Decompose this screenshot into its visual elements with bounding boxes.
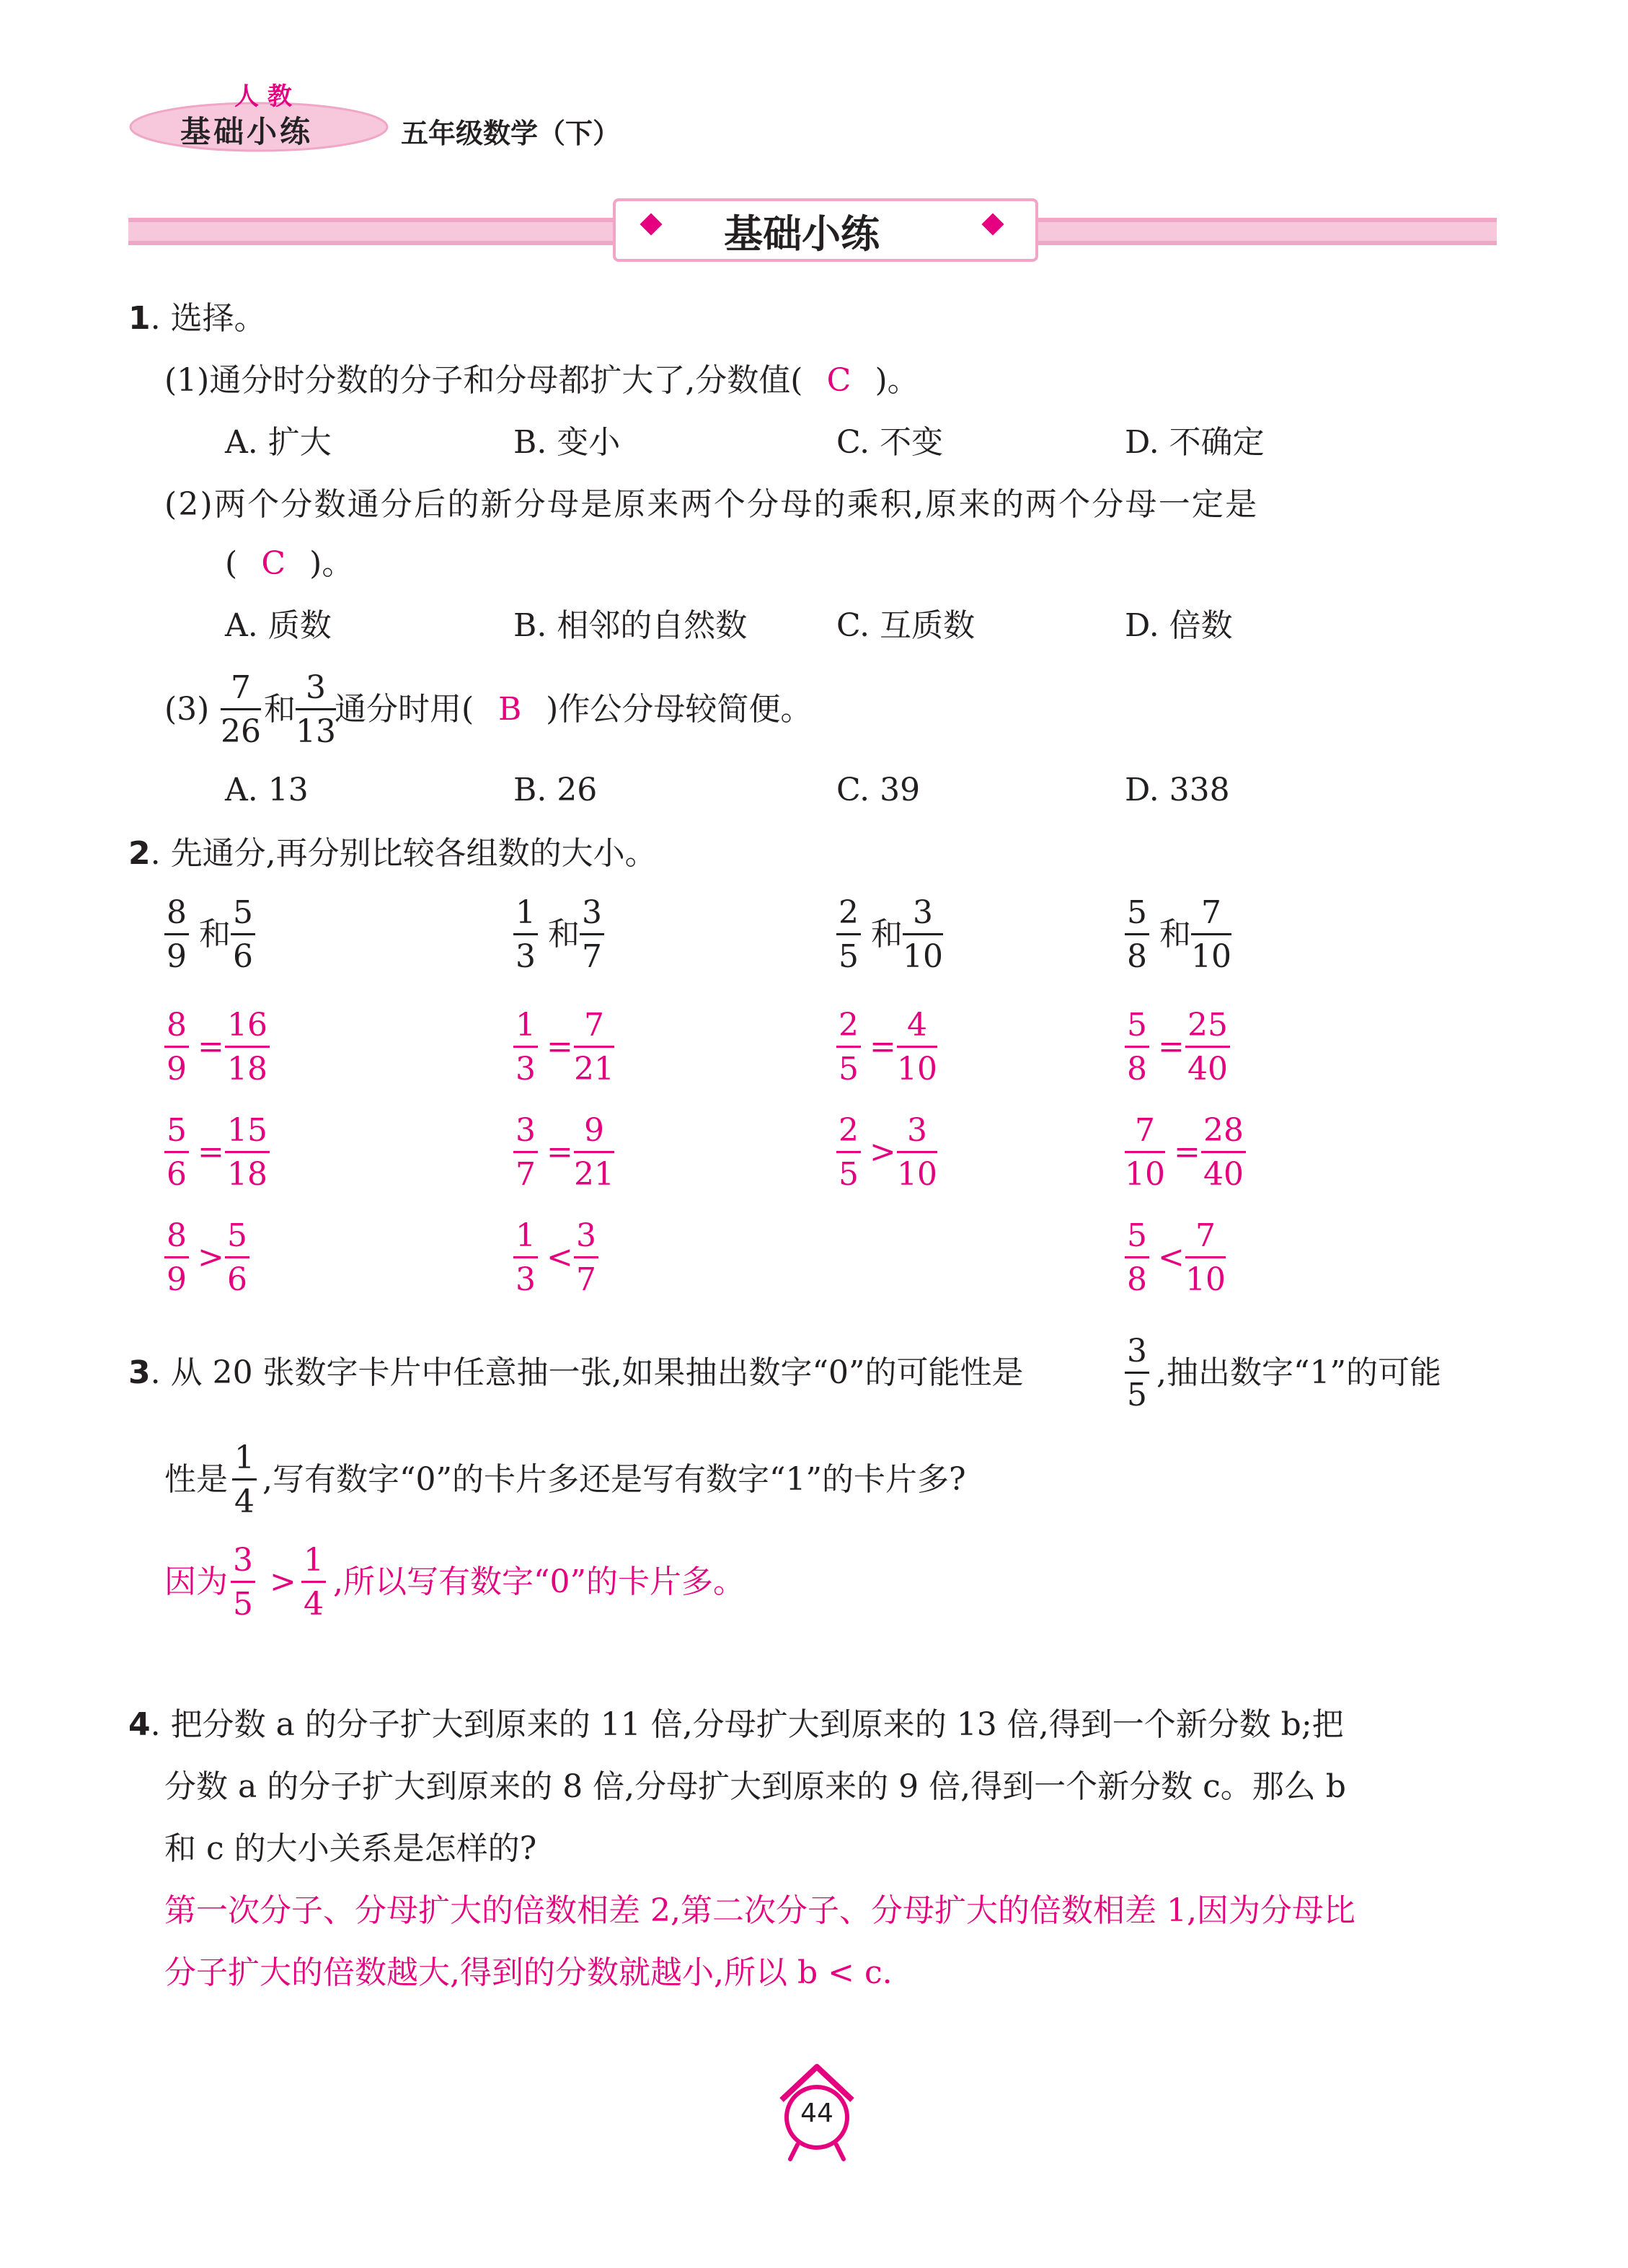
q1-part3-option-b: B. 26 (513, 772, 598, 808)
denominator: 7 (513, 1151, 538, 1191)
q1-part2-option-c: C. 互质数 (836, 607, 976, 644)
denominator: 40 (1201, 1151, 1246, 1191)
q2-work-fraction-right (1201, 1112, 1246, 1193)
denominator: 26 (221, 708, 261, 748)
q2-problem-and: 和 (548, 916, 580, 953)
numerator: 25 (1187, 1007, 1228, 1043)
q1-part3-option-c: C. 39 (836, 772, 921, 808)
numerator: 7 (1135, 1112, 1155, 1149)
numerator: 3 (516, 1112, 536, 1149)
denominator: 10 (1125, 1151, 1165, 1191)
numerator: 4 (907, 1007, 927, 1043)
denominator: 8 (1125, 1256, 1149, 1296)
denominator: 3 (513, 1256, 538, 1296)
q1-number: 1 (128, 300, 151, 337)
denominator: 5 (231, 1581, 255, 1620)
q2-problem-and: 和 (1159, 916, 1191, 953)
q1-part1-close: )。 (875, 362, 919, 399)
denominator: 18 (225, 1151, 270, 1191)
q4-number: 4 (128, 1706, 151, 1743)
q2-work-fraction-left (164, 1007, 189, 1087)
numerator: 5 (1127, 1007, 1147, 1043)
numerator: 7 (1195, 1217, 1216, 1254)
q3-text3: 性是 (164, 1461, 228, 1498)
q1-part2-line1: (2)两个分数通分后的新分母是原来两个分母的乘积,原来的两个分母一定是 (164, 486, 1259, 523)
denominator: 4 (301, 1581, 326, 1620)
q3-answer-fraction-1 (231, 1542, 255, 1623)
q2-prompt: . 先通分,再分别比较各组数的大小。 (150, 835, 657, 872)
numerator: 5 (233, 894, 253, 931)
q1-part2-answer: C (261, 545, 286, 582)
denominator: 5 (1125, 1372, 1149, 1411)
numerator: 1 (516, 1217, 536, 1254)
denominator: 21 (574, 1151, 614, 1191)
q2-work-fraction-right (225, 1112, 270, 1193)
denominator: 4 (232, 1478, 257, 1518)
denominator: 10 (903, 933, 943, 973)
numerator: 2 (839, 1112, 859, 1149)
q2-problem-and: 和 (199, 916, 231, 953)
denominator: 9 (164, 1256, 189, 1296)
numerator: 1 (234, 1439, 255, 1476)
q4-line2: 分数 a 的分子扩大到原来的 8 倍,分母扩大到原来的 9 倍,得到一个新分数 c。那么 b (164, 1768, 1346, 1805)
q2-work-fraction-left (164, 1112, 189, 1193)
numerator: 3 (913, 894, 933, 931)
q1-part1-option-d: D. 不确定 (1125, 424, 1265, 461)
q2-work-operator: = (198, 1134, 224, 1170)
numerator: 9 (584, 1112, 604, 1149)
q2-work-fraction-right (225, 1007, 270, 1087)
denominator: 9 (164, 933, 189, 973)
q2-work-fraction-right (1185, 1217, 1226, 1298)
q2-work-operator: = (1158, 1028, 1185, 1065)
q2-number: 2 (128, 835, 151, 872)
denominator: 6 (164, 1151, 189, 1191)
q3-text1: . 从 20 张数字卡片中任意抽一张,如果抽出数字“0”的可能性是 (150, 1354, 1024, 1391)
q1-part3-answer: B (498, 691, 522, 728)
denominator: 40 (1185, 1046, 1230, 1085)
numerator: 8 (167, 1217, 187, 1254)
q3-answer-pre: 因为 (164, 1563, 228, 1600)
q2-heading (128, 835, 657, 872)
q2-work-fraction-right (225, 1217, 249, 1298)
q2-work-fraction-right (1185, 1007, 1230, 1087)
q2-work-fraction-right (897, 1112, 937, 1193)
q2-problem-fraction-a (513, 894, 538, 975)
q2-work-fraction-left (836, 1112, 861, 1193)
numerator: 15 (227, 1112, 267, 1149)
header-subtitle: 五年级数学（下） (401, 118, 621, 149)
numerator: 28 (1203, 1112, 1244, 1149)
q2-work-fraction-left (836, 1007, 861, 1087)
q2-work-operator: > (870, 1134, 896, 1170)
denominator: 10 (897, 1046, 937, 1085)
q1-part3-label: (3) (164, 691, 210, 728)
q2-problem-fraction-b (1191, 894, 1231, 975)
numerator: 3 (907, 1112, 927, 1149)
denominator: 21 (574, 1046, 614, 1085)
numerator: 3 (576, 1217, 596, 1254)
q3-text2: ,抽出数字“1”的可能 (1156, 1354, 1441, 1391)
q2-work-fraction-right (574, 1217, 598, 1298)
denominator: 3 (513, 1046, 538, 1085)
q1-part2-close: )。 (309, 545, 354, 582)
q1-part1-answer: C (826, 362, 851, 399)
denominator: 8 (1125, 1046, 1149, 1085)
q2-work-fraction-left (1125, 1217, 1149, 1298)
q1-part3-fraction-2 (296, 669, 336, 750)
q2-work-fraction-right (574, 1112, 614, 1193)
numerator: 3 (1127, 1333, 1147, 1369)
q4-answer-line1: 第一次分子、分母扩大的倍数相差 2,第二次分子、分母扩大的倍数相差 1,因为分母比 (164, 1892, 1355, 1929)
q1-part3-after: )作公分母较简便。 (546, 691, 813, 728)
denominator: 8 (1125, 933, 1149, 973)
numerator: 8 (167, 894, 187, 931)
q3-fraction-0 (1125, 1333, 1149, 1413)
q2-work-fraction-left (1125, 1007, 1149, 1087)
q2-problem-fraction-b (903, 894, 943, 975)
numerator: 7 (1201, 894, 1221, 931)
q2-problem-and: 和 (871, 916, 903, 953)
q1-part3-and: 和 (264, 691, 296, 728)
denominator: 9 (164, 1046, 189, 1085)
q1-part1-text: (1)通分时分数的分子和分母都扩大了,分数值( (164, 362, 803, 399)
denominator: 5 (836, 933, 861, 973)
q3-answer-fraction-2 (301, 1542, 326, 1623)
numerator: 7 (231, 669, 251, 706)
q1-part1-option-b: B. 变小 (513, 424, 621, 461)
page-number: 44 (800, 2099, 833, 2128)
q2-work-fraction-left (513, 1217, 538, 1298)
q2-problem-fraction-a (1125, 894, 1149, 975)
numerator: 8 (167, 1007, 187, 1043)
denominator: 5 (836, 1046, 861, 1085)
denominator: 13 (296, 708, 336, 748)
q1-part3-option-d: D. 338 (1125, 772, 1230, 808)
q1-prompt: . 选择。 (150, 300, 266, 337)
q2-work-fraction-right (574, 1007, 614, 1087)
q2-work-fraction-left (513, 1007, 538, 1087)
denominator: 7 (574, 1256, 598, 1296)
q1-part3-before: 通分时用( (335, 691, 474, 728)
q2-work-fraction-right (897, 1007, 937, 1087)
denominator: 10 (897, 1151, 937, 1191)
q1-part2-line2 (225, 545, 354, 582)
q2-problem-fraction-a (836, 894, 861, 975)
title-band-right (1032, 218, 1497, 245)
q2-work-operator: > (198, 1239, 224, 1276)
q3-fraction-1 (232, 1439, 257, 1520)
q2-work-operator: = (198, 1028, 224, 1065)
denominator: 6 (225, 1256, 249, 1296)
numerator: 2 (839, 1007, 859, 1043)
q2-work-operator: < (1158, 1239, 1185, 1276)
q1-part2-option-a: A. 质数 (225, 607, 332, 644)
numerator: 1 (304, 1542, 324, 1579)
q2-work-operator: = (1174, 1134, 1200, 1170)
q1-part2-option-b: B. 相邻的自然数 (513, 607, 748, 644)
q1-part3-text (335, 691, 813, 728)
numerator: 5 (227, 1217, 247, 1254)
q3-answer-post: ,所以写有数字“0”的卡片多。 (333, 1563, 745, 1600)
section-title: 基础小练 (724, 211, 880, 257)
denominator: 6 (231, 933, 255, 973)
q3-line1-text (128, 1354, 1024, 1391)
q3-text4: ,写有数字“0”的卡片多还是写有数字“1”的卡片多? (262, 1461, 966, 1498)
q1-part2-option-d: D. 倍数 (1125, 607, 1233, 644)
q2-work-fraction-left (164, 1217, 189, 1298)
q2-work-operator: = (870, 1028, 896, 1065)
q2-work-fraction-left (1125, 1112, 1165, 1193)
numerator: 5 (167, 1112, 187, 1149)
numerator: 5 (1127, 1217, 1147, 1254)
denominator: 7 (580, 933, 604, 973)
header-edition-tag: 人 教 (234, 82, 292, 111)
q2-problem-fraction-b (231, 894, 255, 975)
header-brand: 基础小练 (180, 114, 314, 149)
denominator: 3 (513, 933, 538, 973)
q4-line1 (128, 1706, 1344, 1743)
q3-answer-operator: > (270, 1563, 296, 1600)
denominator: 18 (225, 1046, 270, 1085)
numerator: 3 (582, 894, 602, 931)
q1-part3-fraction-1 (221, 669, 261, 750)
q2-work-operator: = (547, 1134, 573, 1170)
title-band-left (128, 218, 613, 245)
numerator: 1 (516, 894, 536, 931)
numerator: 5 (1127, 894, 1147, 931)
q2-problem-fraction-b (580, 894, 604, 975)
q2-work-operator: < (547, 1239, 573, 1276)
numerator: 16 (227, 1007, 267, 1043)
q4-line1-text: . 把分数 a 的分子扩大到原来的 11 倍,分母扩大到原来的 13 倍,得到一个新分数 b;把 (150, 1706, 1344, 1743)
denominator: 10 (1185, 1256, 1226, 1296)
q1-part1-option-c: C. 不变 (836, 424, 944, 461)
q2-work-fraction-left (513, 1112, 538, 1193)
denominator: 10 (1191, 933, 1231, 973)
q1-part3-option-a: A. 13 (225, 772, 309, 808)
q2-problem-fraction-a (164, 894, 189, 975)
numerator: 7 (584, 1007, 604, 1043)
q1-part1-option-a: A. 扩大 (225, 424, 332, 461)
q1-heading (128, 300, 266, 337)
numerator: 1 (516, 1007, 536, 1043)
numerator: 2 (839, 894, 859, 931)
q3-number: 3 (128, 1354, 151, 1391)
numerator: 3 (233, 1542, 253, 1579)
q2-work-operator: = (547, 1028, 573, 1065)
q1-part1 (164, 362, 919, 399)
q4-line3: 和 c 的大小关系是怎样的? (164, 1830, 537, 1867)
numerator: 3 (306, 669, 326, 706)
denominator: 5 (836, 1151, 861, 1191)
q4-answer-line2: 分子扩大的倍数越大,得到的分数就越小,所以 b < c. (164, 1954, 893, 1991)
q1-part2-open: ( (225, 545, 238, 582)
